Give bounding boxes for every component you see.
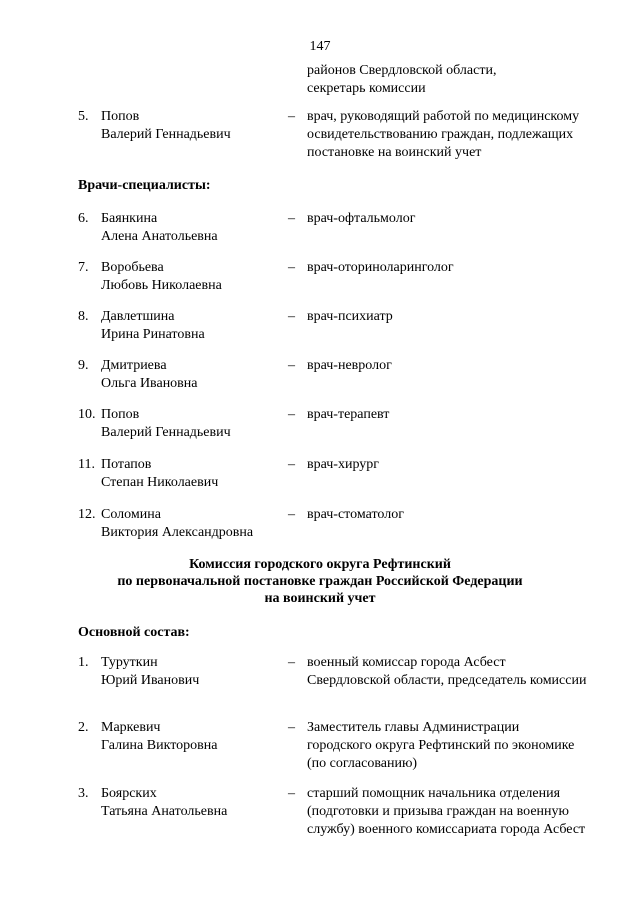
commission-title-line: на воинский учет [264,591,376,606]
entry-number: 1. [78,655,89,670]
description-line: старший помощник начальника отделения [307,786,561,801]
entry-number: 5. [78,109,89,124]
entry-description [307,308,617,326]
description-line: городского округа Рефтинский по экономике [307,738,575,753]
description-line: врач-оториноларинголог [307,260,454,275]
entry-number: 2. [78,720,89,735]
entry-description [307,506,617,524]
entry-name [101,259,222,295]
given-names: Любовь Николаевна [101,278,222,293]
description-line: врач-невролог [307,358,392,373]
given-names: Ирина Ринатовна [101,327,205,342]
surname: Баянкина [101,211,158,226]
description-line: (подготовки и призыва граждан на военную [307,804,569,819]
entry-name [101,406,231,442]
dash: – [288,309,295,324]
surname: Соломина [101,507,161,522]
dash: – [288,786,295,801]
surname: Дмитриева [101,358,167,373]
entry-name [101,719,217,755]
commission-title-line: по первоначальной постановке граждан Российской Федерации [117,574,523,589]
description-line: (по согласованию) [307,756,418,771]
entry-number: 9. [78,358,89,373]
description-line: службу) военного комиссариата города Асбест [307,822,586,837]
entry-name [101,308,205,344]
entry-name [101,456,218,492]
given-names: Виктория Александровна [101,525,254,540]
given-names: Степан Николаевич [101,475,219,490]
entry-description [307,210,617,228]
surname: Попов [101,109,140,124]
given-names: Юрий Иванович [101,673,200,688]
surname: Туруткин [101,655,158,670]
description-line: врач, руководящий работой по медицинскому [307,109,580,124]
entry-number: 11. [78,457,95,472]
entry-name [101,210,218,246]
description-line: освидетельствованию граждан, подлежащих [307,127,574,142]
entry-number: 8. [78,309,89,324]
entry-number: 3. [78,786,89,801]
description-line: военный комиссар города Асбест [307,655,506,670]
entry-name [101,654,199,690]
description-line: врач-стоматолог [307,507,404,522]
entry-name [101,357,198,393]
given-names: Галина Викторовна [101,738,218,753]
description-line: постановке на воинский учет [307,145,482,160]
surname: Маркевич [101,720,161,735]
entry-number: 10. [78,407,96,422]
description-line: Заместитель главы Администрации [307,720,520,735]
dash: – [288,211,295,226]
description-line: врач-психиатр [307,309,393,324]
entry-description [307,108,617,162]
entry-name [101,108,231,144]
entry-description [307,456,617,474]
entry-description [307,654,617,690]
dash: – [288,720,295,735]
dash: – [288,457,295,472]
description-line: Свердловской области, председатель комиссии [307,673,587,688]
dash: – [288,260,295,275]
surname: Боярских [101,786,157,801]
description-line: секретарь комиссии [307,81,426,96]
entry-description [307,357,617,375]
entry-name [101,785,227,821]
entry-name [101,506,253,542]
dash: – [288,507,295,522]
page-number: 147 [309,39,331,54]
entry-number: 7. [78,260,89,275]
surname: Потапов [101,457,152,472]
commission-title-line: Комиссия городского округа Рефтинский [189,557,451,572]
given-names: Алена Анатольевна [101,229,218,244]
surname: Попов [101,407,140,422]
entry-number: 12. [78,507,96,522]
given-names: Ольга Ивановна [101,376,198,391]
main-composition-heading: Основной состав: [78,625,190,640]
description-line: районов Свердловской области, [307,63,497,78]
surname: Давлетшина [101,309,175,324]
entry-description [307,719,617,773]
description-line: врач-терапевт [307,407,390,422]
given-names: Валерий Геннадьевич [101,425,231,440]
given-names: Валерий Геннадьевич [101,127,231,142]
entry-description [307,785,617,839]
entry-description [307,406,617,424]
given-names: Татьяна Анатольевна [101,804,228,819]
specialists-heading: Врачи-специалисты: [78,178,211,193]
surname: Воробьева [101,260,164,275]
entry-number: 6. [78,211,89,226]
dash: – [288,358,295,373]
dash: – [288,655,295,670]
entry-description [307,259,617,277]
entry-description [307,62,617,98]
description-line: врач-офтальмолог [307,211,416,226]
dash: – [288,109,295,124]
description-line: врач-хирург [307,457,380,472]
dash: – [288,407,295,422]
